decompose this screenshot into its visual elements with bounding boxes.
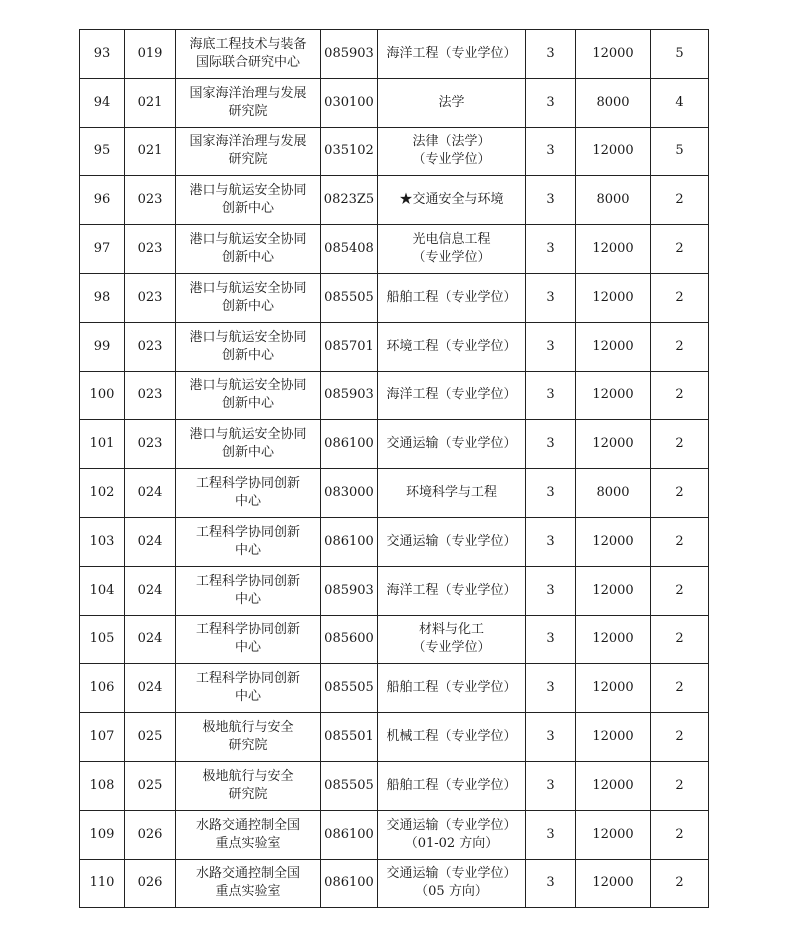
unit-code-cell: 024 <box>125 566 176 615</box>
row-number-cell: 99 <box>80 322 125 371</box>
unit-name-cell: 港口与航运安全协同 创新中心 <box>176 176 321 225</box>
major-name-cell: 法学 <box>378 78 526 127</box>
table-row <box>80 566 709 615</box>
major-name-cell: 交通运输（专业学位） （01-02 方向） <box>378 810 526 859</box>
major-name-cell: 船舶工程（专业学位） <box>378 273 526 322</box>
row-number-cell: 109 <box>80 810 125 859</box>
unit-code-cell: 023 <box>125 371 176 420</box>
row-number-cell: 108 <box>80 761 125 810</box>
unit-name-cell: 水路交通控制全国 重点实验室 <box>176 810 321 859</box>
major-code-cell: 085903 <box>321 30 378 79</box>
row-number-cell: 105 <box>80 615 125 664</box>
unit-name-cell: 工程科学协同创新 中心 <box>176 615 321 664</box>
tuition-fee-cell: 8000 <box>576 176 651 225</box>
study-years-cell: 3 <box>526 517 576 566</box>
row-number-cell: 106 <box>80 664 125 713</box>
unit-name-cell: 工程科学协同创新 中心 <box>176 469 321 518</box>
quota-cell: 4 <box>651 78 709 127</box>
quota-cell: 2 <box>651 469 709 518</box>
tuition-fee-cell: 12000 <box>576 127 651 176</box>
tuition-fee-cell: 12000 <box>576 615 651 664</box>
row-number-cell: 110 <box>80 859 125 908</box>
tuition-fee-cell: 12000 <box>576 810 651 859</box>
row-number-cell: 102 <box>80 469 125 518</box>
major-name-cell: 交通运输（专业学位） <box>378 420 526 469</box>
quota-cell: 2 <box>651 859 709 908</box>
table-row <box>80 713 709 762</box>
study-years-cell: 3 <box>526 761 576 810</box>
study-years-cell: 3 <box>526 420 576 469</box>
major-code-cell: 030100 <box>321 78 378 127</box>
major-name-cell: 材料与化工 （专业学位） <box>378 615 526 664</box>
major-name-cell: 环境科学与工程 <box>378 469 526 518</box>
quota-cell: 2 <box>651 322 709 371</box>
study-years-cell: 3 <box>526 566 576 615</box>
tuition-fee-cell: 12000 <box>576 322 651 371</box>
study-years-cell: 3 <box>526 810 576 859</box>
table-row <box>80 127 709 176</box>
unit-code-cell: 023 <box>125 420 176 469</box>
unit-name-cell: 国家海洋治理与发展 研究院 <box>176 78 321 127</box>
unit-code-cell: 021 <box>125 127 176 176</box>
major-code-cell: 085408 <box>321 225 378 274</box>
quota-cell: 2 <box>651 371 709 420</box>
tuition-fee-cell: 12000 <box>576 761 651 810</box>
major-code-cell: 085903 <box>321 566 378 615</box>
unit-code-cell: 023 <box>125 176 176 225</box>
study-years-cell: 3 <box>526 469 576 518</box>
unit-code-cell: 019 <box>125 30 176 79</box>
tuition-fee-cell: 12000 <box>576 517 651 566</box>
major-code-cell: 085505 <box>321 664 378 713</box>
major-code-cell: 085903 <box>321 371 378 420</box>
major-name-cell: 环境工程（专业学位） <box>378 322 526 371</box>
row-number-cell: 104 <box>80 566 125 615</box>
unit-code-cell: 026 <box>125 859 176 908</box>
row-number-cell: 103 <box>80 517 125 566</box>
study-years-cell: 3 <box>526 664 576 713</box>
major-name-cell: 光电信息工程 （专业学位） <box>378 225 526 274</box>
table-row <box>80 517 709 566</box>
study-years-cell: 3 <box>526 225 576 274</box>
unit-code-cell: 023 <box>125 322 176 371</box>
tuition-fee-cell: 12000 <box>576 664 651 713</box>
unit-name-cell: 港口与航运安全协同 创新中心 <box>176 371 321 420</box>
unit-code-cell: 025 <box>125 761 176 810</box>
table-row <box>80 859 709 908</box>
quota-cell: 2 <box>651 420 709 469</box>
major-name-cell: 法律（法学） （专业学位） <box>378 127 526 176</box>
tuition-fee-cell: 12000 <box>576 30 651 79</box>
row-number-cell: 98 <box>80 273 125 322</box>
tuition-fee-cell: 12000 <box>576 225 651 274</box>
major-code-cell: 086100 <box>321 859 378 908</box>
major-code-cell: 086100 <box>321 810 378 859</box>
major-code-cell: 085701 <box>321 322 378 371</box>
unit-code-cell: 024 <box>125 469 176 518</box>
tuition-fee-cell: 8000 <box>576 469 651 518</box>
row-number-cell: 97 <box>80 225 125 274</box>
table-row <box>80 664 709 713</box>
quota-cell: 5 <box>651 127 709 176</box>
unit-code-cell: 024 <box>125 615 176 664</box>
tuition-fee-cell: 12000 <box>576 566 651 615</box>
row-number-cell: 101 <box>80 420 125 469</box>
study-years-cell: 3 <box>526 859 576 908</box>
tuition-fee-cell: 12000 <box>576 273 651 322</box>
unit-name-cell: 港口与航运安全协同 创新中心 <box>176 322 321 371</box>
quota-cell: 2 <box>651 810 709 859</box>
unit-code-cell: 026 <box>125 810 176 859</box>
study-years-cell: 3 <box>526 176 576 225</box>
major-name-cell: 船舶工程（专业学位） <box>378 761 526 810</box>
unit-name-cell: 港口与航运安全协同 创新中心 <box>176 420 321 469</box>
table-row <box>80 371 709 420</box>
major-name-cell: 船舶工程（专业学位） <box>378 664 526 713</box>
study-years-cell: 3 <box>526 371 576 420</box>
admissions-table <box>79 29 709 908</box>
table-row <box>80 615 709 664</box>
quota-cell: 2 <box>651 176 709 225</box>
major-name-cell: 海洋工程（专业学位） <box>378 566 526 615</box>
unit-code-cell: 021 <box>125 78 176 127</box>
study-years-cell: 3 <box>526 713 576 762</box>
table-row <box>80 810 709 859</box>
major-name-cell: 海洋工程（专业学位） <box>378 371 526 420</box>
quota-cell: 2 <box>651 664 709 713</box>
major-code-cell: 086100 <box>321 420 378 469</box>
unit-name-cell: 国家海洋治理与发展 研究院 <box>176 127 321 176</box>
major-name-cell: 机械工程（专业学位） <box>378 713 526 762</box>
row-number-cell: 94 <box>80 78 125 127</box>
tuition-fee-cell: 8000 <box>576 78 651 127</box>
table-body <box>80 30 709 908</box>
unit-name-cell: 港口与航运安全协同 创新中心 <box>176 225 321 274</box>
major-code-cell: 085505 <box>321 761 378 810</box>
study-years-cell: 3 <box>526 615 576 664</box>
quota-cell: 2 <box>651 273 709 322</box>
major-code-cell: 086100 <box>321 517 378 566</box>
quota-cell: 2 <box>651 761 709 810</box>
unit-code-cell: 025 <box>125 713 176 762</box>
major-code-cell: 0823Z5 <box>321 176 378 225</box>
tuition-fee-cell: 12000 <box>576 371 651 420</box>
study-years-cell: 3 <box>526 322 576 371</box>
major-name-cell: ★交通安全与环境 <box>378 176 526 225</box>
major-name-cell: 交通运输（专业学位） <box>378 517 526 566</box>
major-code-cell: 085501 <box>321 713 378 762</box>
unit-name-cell: 极地航行与安全 研究院 <box>176 713 321 762</box>
quota-cell: 2 <box>651 225 709 274</box>
major-name-cell: 海洋工程（专业学位） <box>378 30 526 79</box>
table-row <box>80 469 709 518</box>
major-code-cell: 083000 <box>321 469 378 518</box>
unit-code-cell: 024 <box>125 517 176 566</box>
major-code-cell: 035102 <box>321 127 378 176</box>
tuition-fee-cell: 12000 <box>576 420 651 469</box>
table-row <box>80 273 709 322</box>
row-number-cell: 100 <box>80 371 125 420</box>
unit-name-cell: 工程科学协同创新 中心 <box>176 664 321 713</box>
unit-name-cell: 港口与航运安全协同 创新中心 <box>176 273 321 322</box>
quota-cell: 2 <box>651 566 709 615</box>
table-row <box>80 322 709 371</box>
tuition-fee-cell: 12000 <box>576 713 651 762</box>
unit-name-cell: 工程科学协同创新 中心 <box>176 566 321 615</box>
table-row <box>80 761 709 810</box>
row-number-cell: 95 <box>80 127 125 176</box>
table-row <box>80 420 709 469</box>
unit-code-cell: 024 <box>125 664 176 713</box>
unit-code-cell: 023 <box>125 225 176 274</box>
major-code-cell: 085505 <box>321 273 378 322</box>
unit-name-cell: 工程科学协同创新 中心 <box>176 517 321 566</box>
quota-cell: 2 <box>651 713 709 762</box>
quota-cell: 2 <box>651 517 709 566</box>
study-years-cell: 3 <box>526 78 576 127</box>
major-code-cell: 085600 <box>321 615 378 664</box>
quota-cell: 2 <box>651 615 709 664</box>
major-name-cell: 交通运输（专业学位） （05 方向） <box>378 859 526 908</box>
table-row <box>80 78 709 127</box>
row-number-cell: 96 <box>80 176 125 225</box>
study-years-cell: 3 <box>526 127 576 176</box>
row-number-cell: 107 <box>80 713 125 762</box>
study-years-cell: 3 <box>526 30 576 79</box>
tuition-fee-cell: 12000 <box>576 859 651 908</box>
table-row <box>80 225 709 274</box>
unit-name-cell: 水路交通控制全国 重点实验室 <box>176 859 321 908</box>
unit-code-cell: 023 <box>125 273 176 322</box>
row-number-cell: 93 <box>80 30 125 79</box>
table-row <box>80 30 709 79</box>
unit-name-cell: 极地航行与安全 研究院 <box>176 761 321 810</box>
study-years-cell: 3 <box>526 273 576 322</box>
quota-cell: 5 <box>651 30 709 79</box>
unit-name-cell: 海底工程技术与装备 国际联合研究中心 <box>176 30 321 79</box>
table-row <box>80 176 709 225</box>
